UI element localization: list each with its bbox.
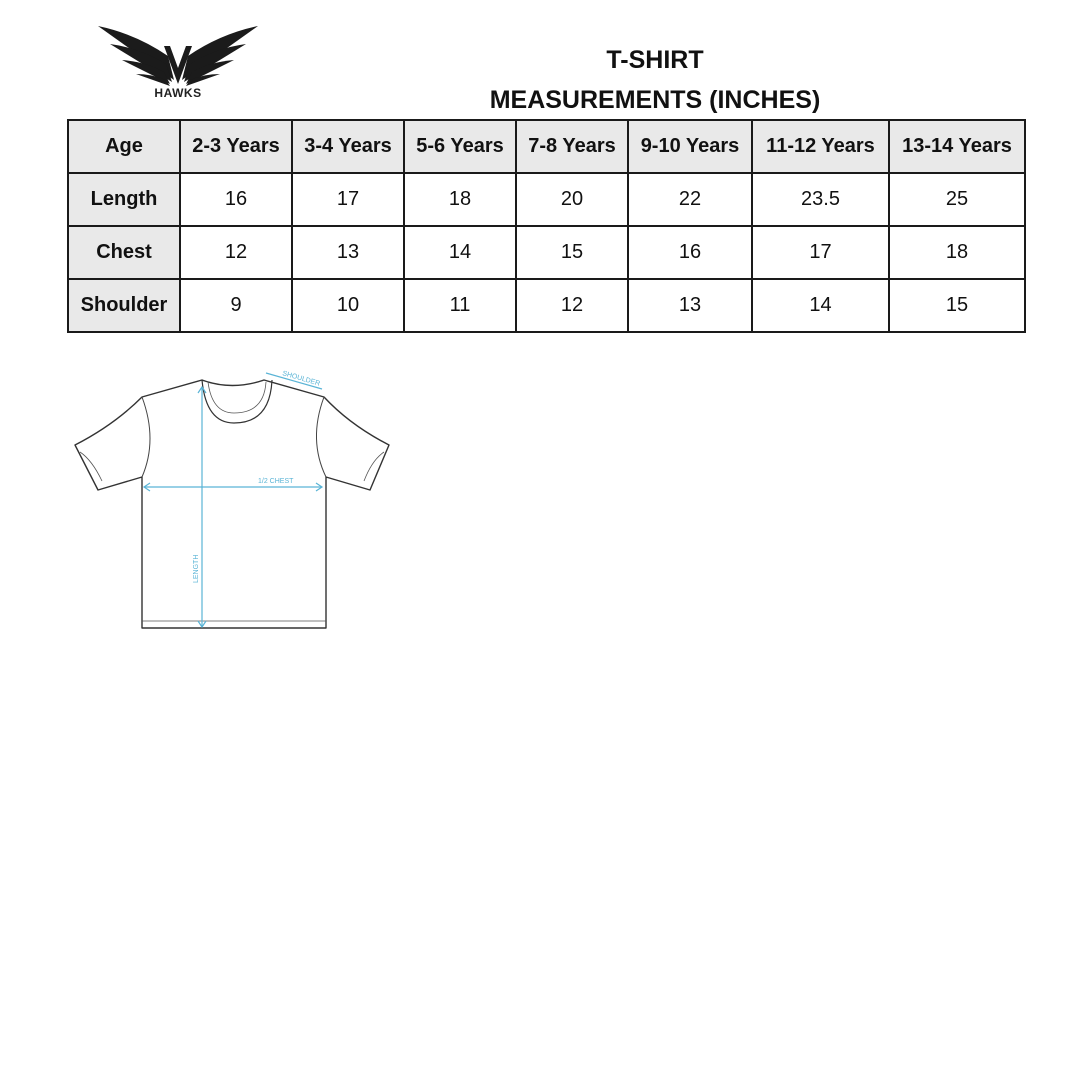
table-cell: 22 [628, 173, 752, 226]
table-cell: 13 [292, 226, 404, 279]
table-row [68, 173, 1025, 226]
table-cell: 14 [752, 279, 889, 332]
table-cell: 17 [292, 173, 404, 226]
table-cell: 13 [628, 279, 752, 332]
table-cell: 12 [516, 279, 628, 332]
shoulder-label: SHOULDER [281, 370, 321, 388]
table-cell: 12 [180, 226, 292, 279]
table-cell: 23.5 [752, 173, 889, 226]
table-cell: 17 [752, 226, 889, 279]
hawk-wings-logo-icon [96, 22, 260, 88]
header-cell: 9-10 Years [628, 120, 752, 173]
row-label-shoulder: Shoulder [68, 279, 180, 332]
row-label-length: Length [68, 173, 180, 226]
length-label: LENGTH [193, 554, 200, 583]
header-age: Age [68, 120, 180, 173]
header-cell: 11-12 Years [752, 120, 889, 173]
header-cell: 3-4 Years [292, 120, 404, 173]
table-cell: 16 [180, 173, 292, 226]
row-label-chest: Chest [68, 226, 180, 279]
header-cell: 5-6 Years [404, 120, 516, 173]
table-cell: 16 [628, 226, 752, 279]
chest-label: 1/2 CHEST [258, 478, 294, 485]
table-cell: 25 [889, 173, 1025, 226]
table-cell: 14 [404, 226, 516, 279]
header-cell: 13-14 Years [889, 120, 1025, 173]
table-header-row [68, 120, 1025, 173]
table-row [68, 226, 1025, 279]
brand-name: HAWKS [154, 86, 202, 100]
table-row [68, 279, 1025, 332]
brand-logo [96, 22, 260, 104]
size-chart-table [67, 119, 1026, 333]
table-cell: 20 [516, 173, 628, 226]
table-cell: 18 [889, 226, 1025, 279]
tshirt-measurement-diagram [70, 365, 395, 635]
table-cell: 9 [180, 279, 292, 332]
page-subtitle: MEASUREMENTS (INCHES) [489, 86, 821, 114]
table-cell: 18 [404, 173, 516, 226]
tshirt-outline [75, 380, 389, 628]
header-cell: 2-3 Years [180, 120, 292, 173]
table-cell: 11 [404, 279, 516, 332]
table-cell: 10 [292, 279, 404, 332]
header-cell: 7-8 Years [516, 120, 628, 173]
page-title: T-SHIRT [606, 46, 704, 74]
table-cell: 15 [516, 226, 628, 279]
table-cell: 15 [889, 279, 1025, 332]
